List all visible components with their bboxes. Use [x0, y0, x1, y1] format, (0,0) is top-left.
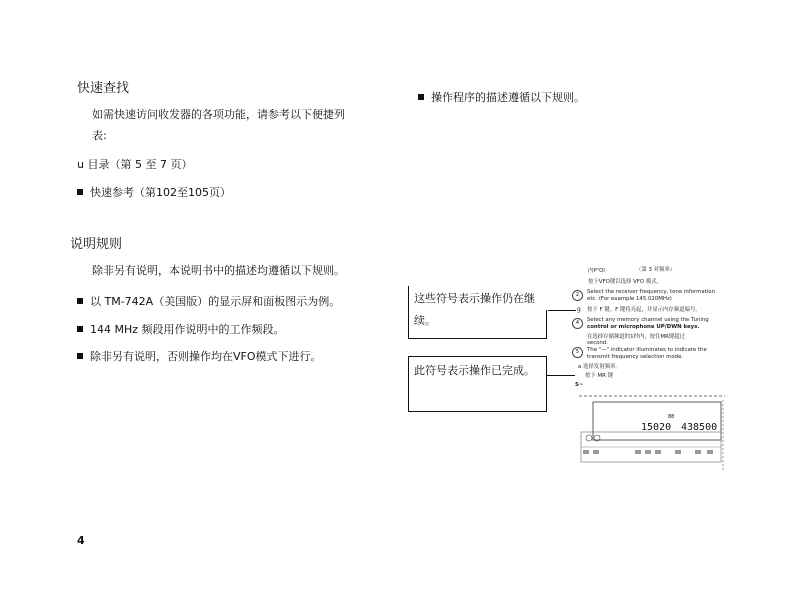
callout2-border-bottom: [408, 411, 547, 412]
lcd-left-frequency: 15020: [641, 422, 672, 433]
step-number-4: 4: [572, 318, 583, 329]
step-number-5: 5: [572, 347, 583, 358]
step-number-3: g: [577, 306, 581, 313]
quick-reference-label: 快速参考（第102至105页）: [90, 186, 231, 199]
page-number: 4: [77, 534, 85, 547]
toc-reference: u 目录（第 5 至 7 页）: [77, 158, 193, 171]
procedure-rules-bullet: [418, 89, 585, 105]
example-line-c: a 选择发射频率。: [578, 364, 621, 370]
quick-lookup-paragraph-line2: 表:: [92, 129, 107, 142]
bullet-square-icon: [77, 298, 83, 304]
example-line-b1: 在选择存储频道的1秒内，按住MR键超过: [587, 334, 686, 340]
callout2-pointer-line: [547, 375, 575, 376]
example-step3-line1: 按下 F 键。F 键将亮起，并显示内存频道编号。: [587, 307, 701, 313]
convention-bullet: [77, 321, 285, 337]
example-line-b2: second.: [587, 340, 608, 346]
procedure-rules-text: 操作程序的描述遵循以下规则。: [431, 91, 585, 104]
callout2-border-top: [408, 356, 547, 357]
step-number-2: 2: [572, 290, 583, 301]
example-header-right: （第 3 对频率）: [636, 267, 676, 273]
example-step4-line1: Select any memory channel using the Tuning: [587, 317, 709, 323]
bullet-square-icon: [77, 353, 83, 359]
bullet-square-icon: [418, 94, 424, 100]
example-step4-line2: control or microphone UP/DWN keys.: [587, 324, 700, 330]
lcd-right-frequency: 438500: [681, 422, 718, 433]
callout2-border-right: [546, 356, 547, 412]
example-step2-line2: etc. (For example 145.020MHz): [587, 296, 672, 302]
convention-bullet-text: 除非另有说明，否则操作均在VFO模式下进行。: [90, 350, 322, 363]
section-title-conventions: 说明规则: [70, 237, 123, 252]
callout-complete-text: 此符号表示操作已完成。: [414, 364, 535, 377]
example-line-d: 按下 MR 键: [585, 373, 613, 379]
callout1-pointer-line: [548, 310, 576, 311]
convention-bullet-text: 144 MHz 频段用作说明中的工作频段。: [90, 323, 285, 336]
convention-bullet-text: 以 TM-742A（美国版）的显示屏和面板图示为例。: [90, 295, 341, 308]
example-step5-line2: transmit frequency selection mode.: [587, 354, 684, 360]
callout1-border-right: [546, 310, 547, 339]
radio-panel-illustration: [575, 392, 727, 472]
lcd-tag: 88: [668, 414, 675, 420]
callout-continue-line1: 这些符号表示操作仍在继: [414, 292, 535, 305]
convention-bullet: [77, 348, 322, 364]
convention-bullet: [77, 293, 340, 309]
quick-reference-item: [77, 184, 231, 200]
callout1-border-bottom: [408, 338, 547, 339]
example-line-a: 按下VFO键以选择 VFO 模式。: [588, 279, 663, 285]
bullet-square-icon: [77, 326, 83, 332]
example-line-e: S~: [575, 382, 584, 388]
section-title-quick-lookup: 快速查找: [77, 81, 130, 96]
example-header-left: 内P"Ol: [588, 268, 605, 274]
callout2-border-left: [408, 356, 409, 412]
callout1-border-left: [408, 286, 409, 338]
callout-continue-line2: 续。: [414, 314, 436, 327]
quick-lookup-paragraph-line1: 如需快速访问收发器的各项功能，请参考以下便捷列: [92, 108, 345, 121]
bullet-square-icon: [77, 189, 83, 195]
conventions-paragraph: 除非另有说明，本说明书中的描述均遵循以下规则。: [92, 264, 345, 277]
example-step5-line1: The "—" indicator illuminates to indicate the: [587, 347, 707, 353]
example-step2-line1: Select the receiver frequency, tone information: [587, 289, 715, 295]
